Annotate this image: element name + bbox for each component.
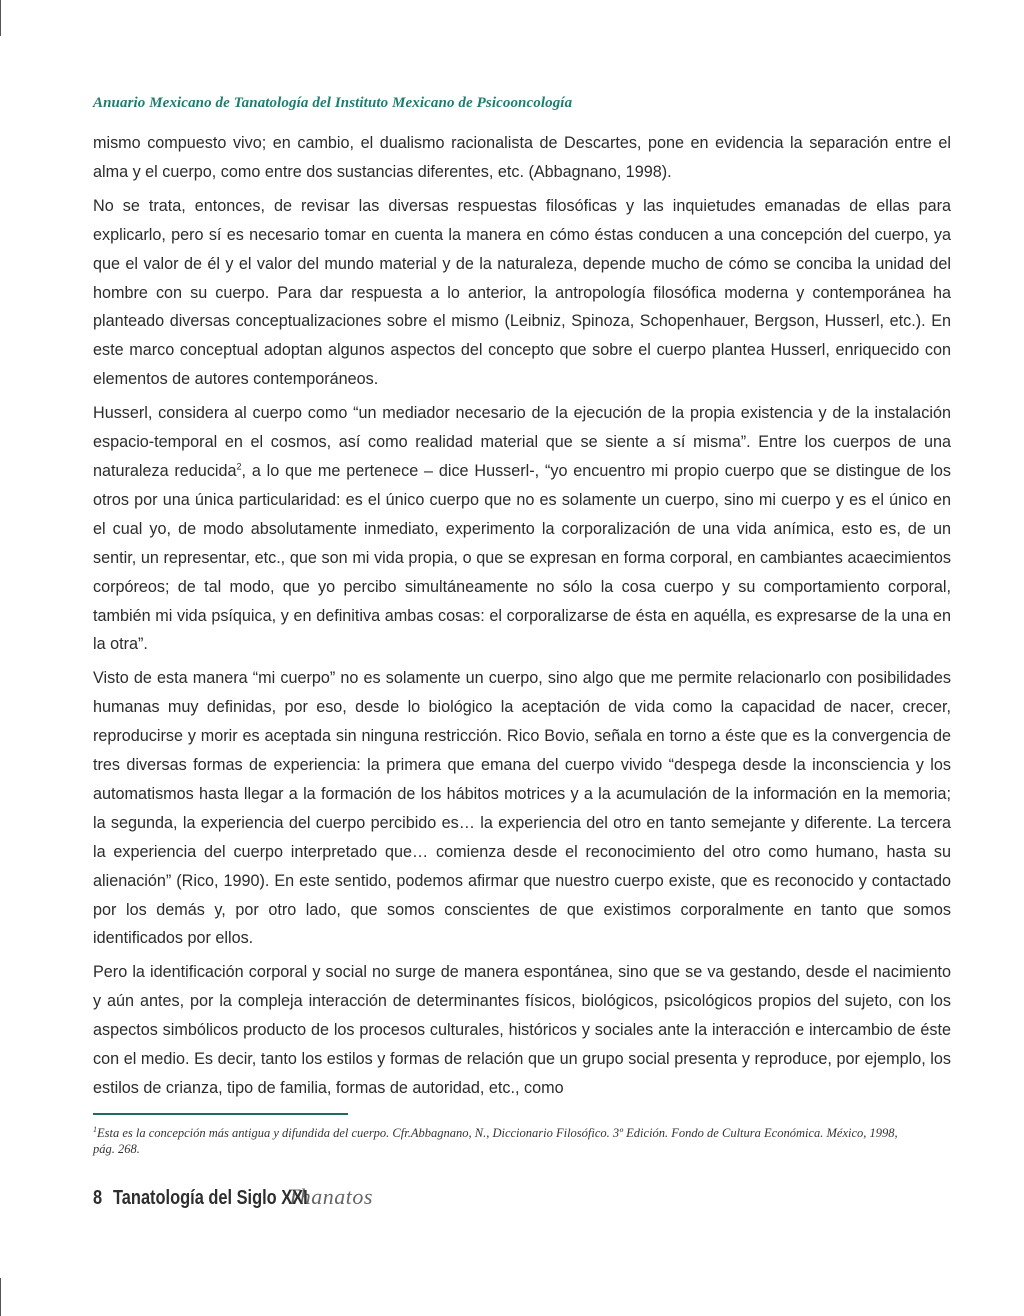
footnote-marker: 1 xyxy=(93,1125,97,1134)
crop-mark-top xyxy=(0,0,1,36)
footnote-divider xyxy=(93,1113,348,1115)
page-number: 8 xyxy=(93,1187,103,1209)
paragraph-4: Visto de esta manera “mi cuerpo” no es solamente un cuerpo, sino algo que me permite relacionarlo con posibilidades humanas muy definidas, por eso, desde lo biológico la aceptación de vida como la capacidad de nacer, crecer, reproducirse y morir es aceptada sin ninguna restricción. Rico Bovio, señala en torno a éste que es la convergencia de tres diversas formas de experiencia: la primera que emana del cuerpo vivido “despega desde la inconsciencia y los automatismos hasta llegar a la formación de los hábitos motrices y a la acumulación de la información en la memoria; la segunda, la experiencia del cuerpo percibido es… la experiencia del otro en tanto semejante y diferente. La tercera la experiencia del cuerpo interpretado que… comienza desde el reconocimiento del otro como humano, hasta su alienación” (Rico, 1990). En este sentido, podemos afirmar que nuestro cuerpo existe, que es reconocido y contactado por los demás y, por otro lado, que somos conscientes de que existimos corporalmente en tanto que somos identificados por ellos. xyxy=(93,669,951,948)
paragraph-1: mismo compuesto vivo; en cambio, el dualismo racionalista de Descartes, pone en evidencia la separación entre el alma y el cuerpo, como entre dos sustancias diferentes, etc. (Abbagnano, 1998). xyxy=(93,134,951,181)
footnote-reference: 2 xyxy=(236,461,242,472)
paragraph-5: Pero la identificación corporal y social no surge de manera espontánea, sino que se va gestando, desde el nacimiento y aún antes, por la compleja interacción de determinantes físicos, biológicos, psicológicos propios del sujeto, con los aspectos simbólicos producto de los procesos culturales, históricos y sociales ante la interacción e intercambio de éste con el medio. Es decir, tanto los estilos y formas de relación que un grupo social presenta y reproduce, por ejemplo, los estilos de crianza, tipo de familia, formas de autoridad, etc., como xyxy=(93,963,951,1097)
footer-brand-logo: Thanatos xyxy=(287,1184,373,1209)
footnote xyxy=(93,1122,913,1157)
crop-mark-bottom xyxy=(0,1278,1,1316)
paragraph-2: No se trata, entonces, de revisar las diversas respuestas filosóficas y las inquietudes emanadas de ellas para explicarlo, pero sí es necesario tomar en cuenta la manera en cómo éstas conducen a una concepción del cuerpo, ya que el valor de él y el valor del mundo material y de la naturaleza, depende mucho de cómo se conciba la unidad del hombre con su cuerpo. Para dar respuesta a lo anterior, la antropología filosófica moderna y contemporánea ha planteado diversas conceptualizaciones sobre el mismo (Leibniz, Spinoza, Schopenhauer, Bergson, Husserl, etc.). En este marco conceptual adoptan algunos aspectos del concepto que sobre el cuerpo plantea Husserl, enriquecido con elementos de autores contemporáneos. xyxy=(93,196,951,389)
footer-title: Tanatología del Siglo XXI xyxy=(113,1187,308,1209)
running-header: Anuario Mexicano de Tanatología del Instituto Mexicano de Psicooncología xyxy=(93,95,573,111)
body-text xyxy=(93,129,951,1108)
paragraph-3 xyxy=(93,399,951,659)
paragraph-3-text-after: , a lo que me pertenece – dice Husserl-, “yo encuentro mi propio cuerpo que se distingue de los otros por una única particularidad: es el único cuerpo que no es solamente un cuerpo, sino mi cuerpo y es el único en el cual yo, de modo absolutamente inmediato, experimento la corporalización de una vida anímica, esto es, de un sentir, un representar, etc., que son mi vida propia, o que se expresan en forma corporal, en cambiantes acaecimientos corpóreos; de tal modo, que yo percibo simultáneamente no sólo la cosa cuerpo y su comportamiento corporal, también mi vida psíquica, y en definitiva ambas cosas: el corporalizarse de ésta en aquélla, es expresarse de la una en la otra”. xyxy=(93,461,951,654)
footnote-text: Esta es la concepción más antigua y difundida del cuerpo. Cfr.Abbagnano, N., Diccionario Filosófico. 3º Edición. Fondo de Cultura Económica. México, 1998, pág. 268. xyxy=(93,1126,898,1157)
page-footer xyxy=(93,1184,373,1210)
paragraph-3-text-before: Husserl, considera al cuerpo como “un mediador necesario de la ejecución de la propia existencia y de la instalación espacio-temporal en el cosmos, así como realidad material que se siente a sí misma”. Entre los cuerpos de una naturaleza reducida xyxy=(93,404,951,480)
